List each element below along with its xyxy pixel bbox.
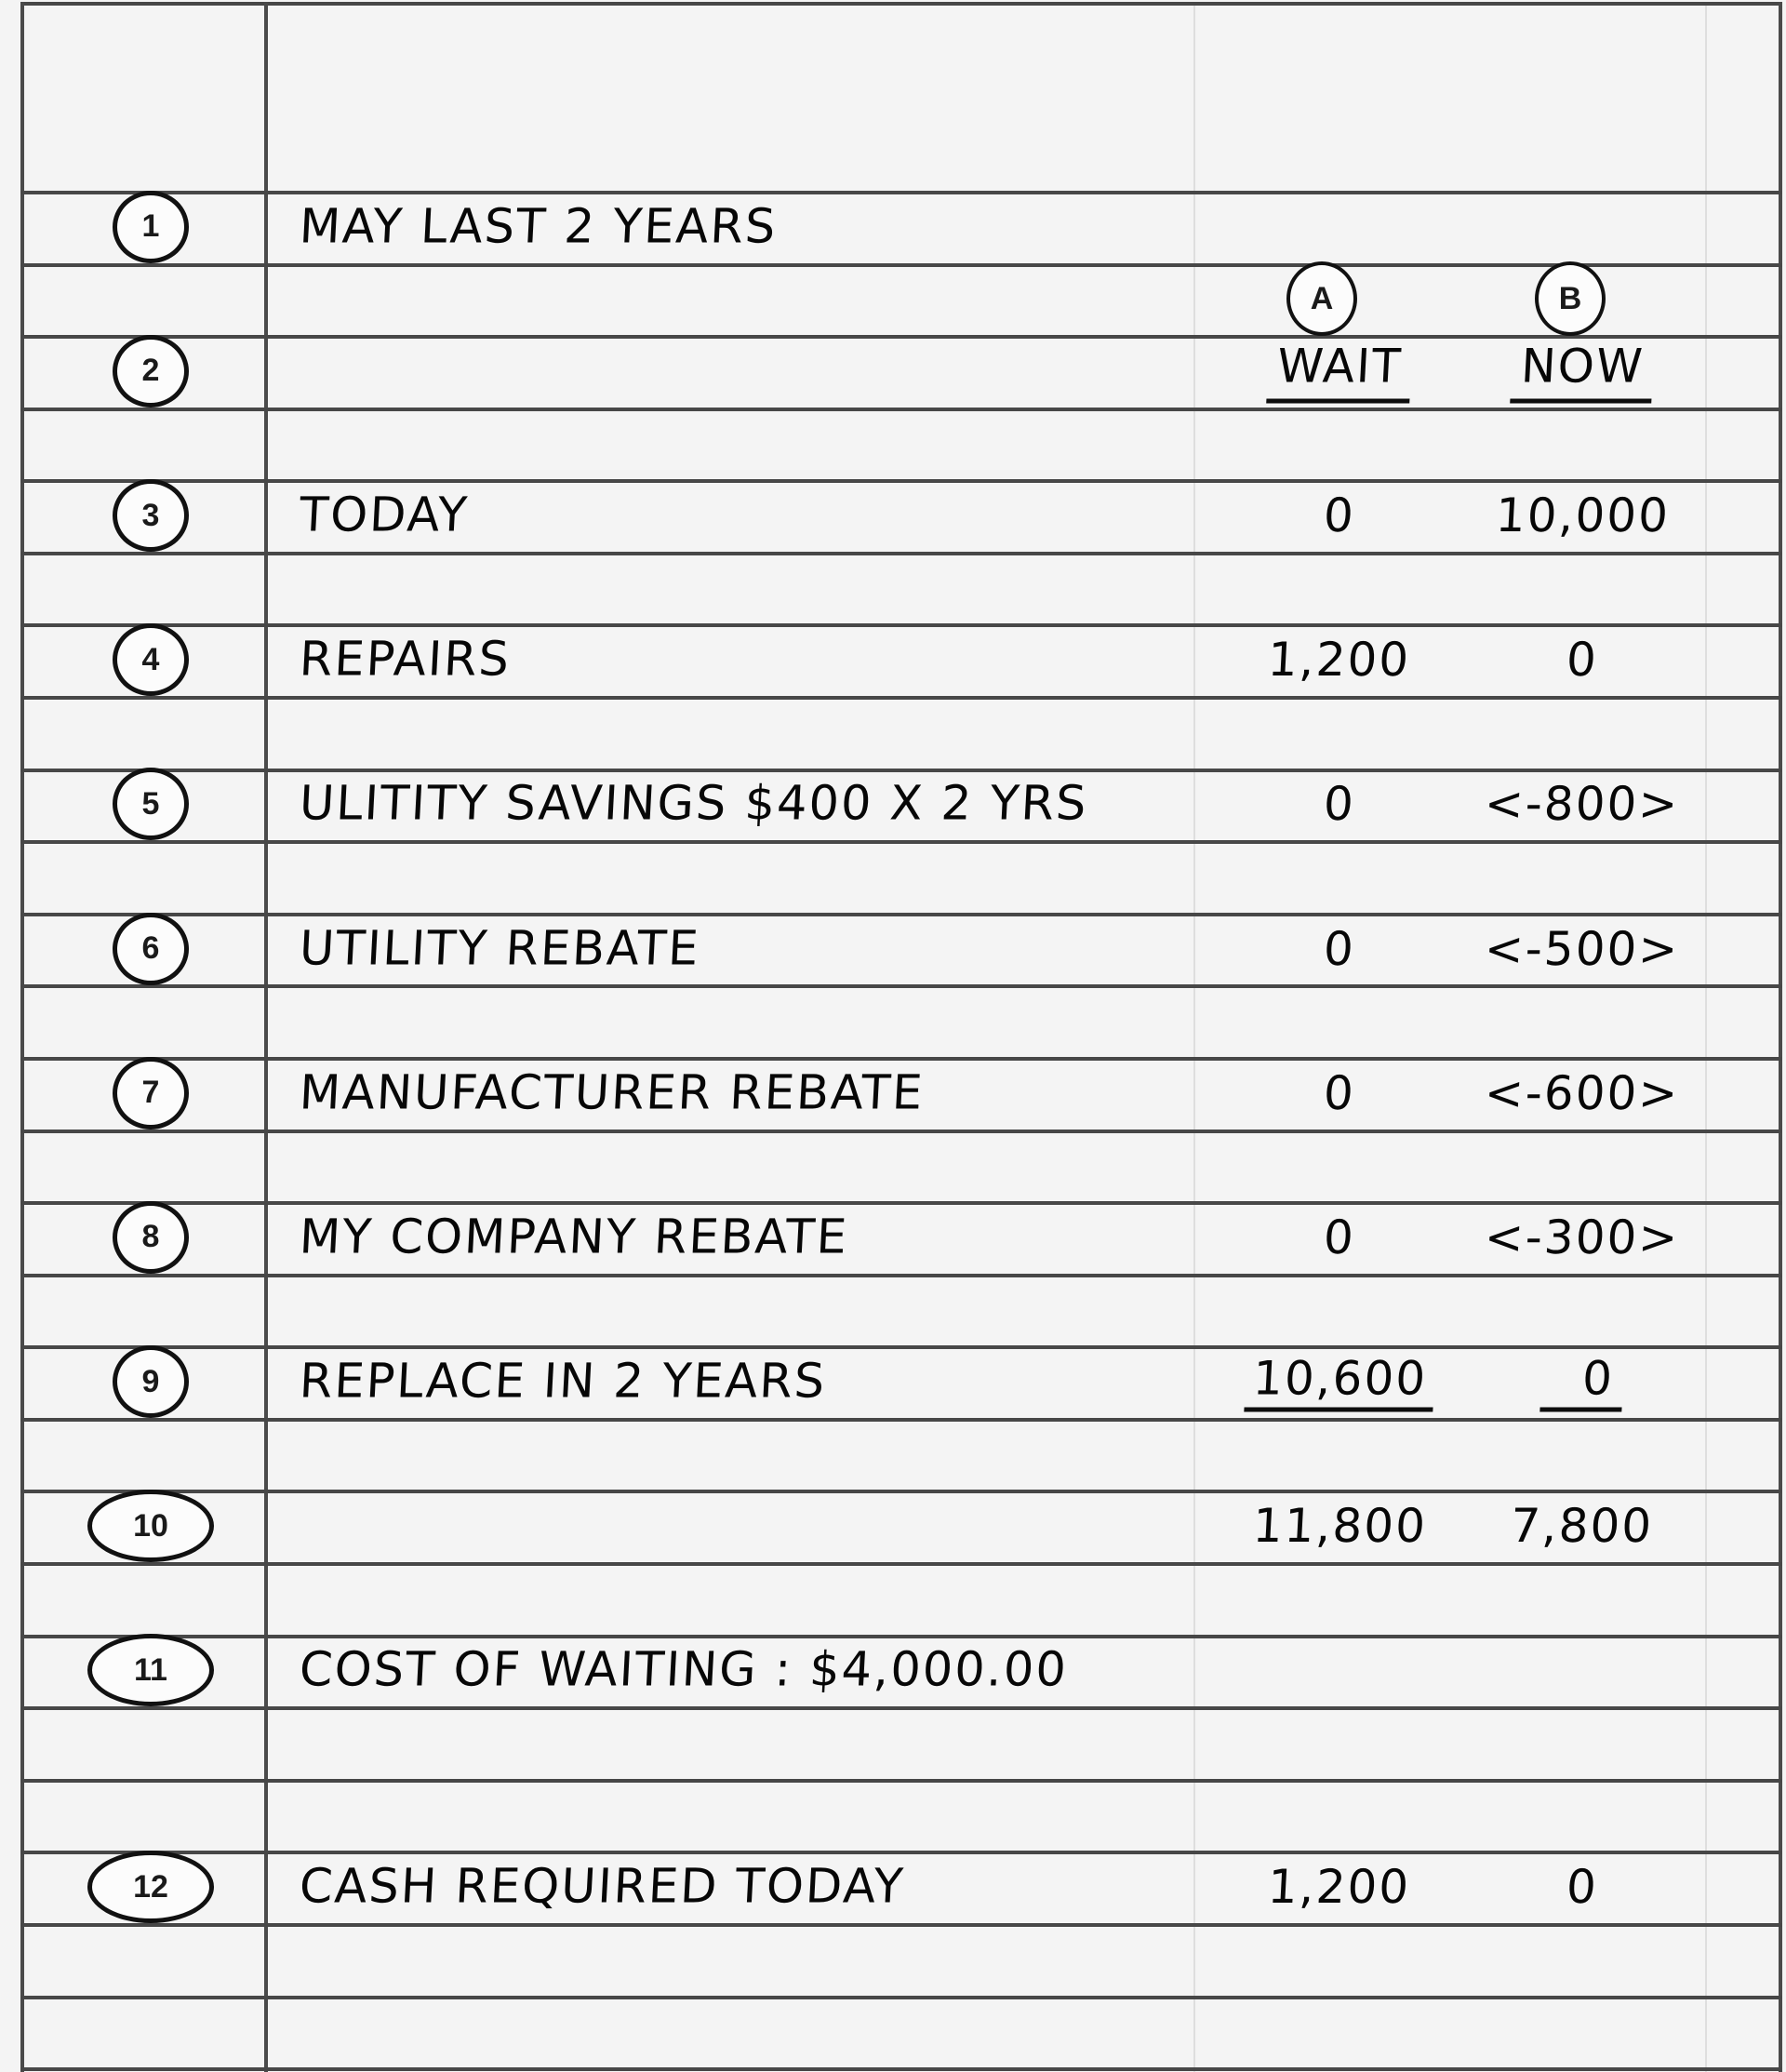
wait-value-text: 1,200 <box>1266 633 1413 688</box>
row-label-text: MANUFACTURER REBATE <box>298 1065 926 1121</box>
now-value-text: 10,000 <box>1493 488 1671 543</box>
wait-value-text: 0 <box>1322 777 1357 832</box>
now-column-header-text: NOW <box>1510 339 1655 403</box>
now-value-text: 0 <box>1565 633 1600 688</box>
row-number-badge: 8 <box>113 1201 189 1274</box>
row-number-badge: 1 <box>113 191 189 263</box>
worksheet-row <box>0 408 1786 480</box>
now-value <box>1460 1210 1704 1264</box>
row-label-text: UTILITY REBATE <box>298 921 701 977</box>
wait-value <box>1195 1066 1484 1120</box>
row-number-badge: 4 <box>113 623 189 696</box>
worksheet-row <box>0 1057 1786 1130</box>
row-label <box>300 777 1087 832</box>
row-number-badge: 7 <box>113 1057 189 1130</box>
wait-value <box>1195 1860 1484 1914</box>
now-value <box>1460 922 1704 976</box>
worksheet-row <box>0 263 1786 336</box>
now-column-header <box>1460 339 1704 403</box>
worksheet-row <box>0 1490 1786 1562</box>
worksheet-row <box>0 1130 1786 1202</box>
row-label <box>300 633 511 688</box>
now-value-text: 7,800 <box>1509 1499 1656 1554</box>
row-number-badge: 9 <box>113 1345 189 1418</box>
worksheet-row <box>0 1996 1786 2068</box>
worksheet-row <box>0 1923 1786 1996</box>
row-number-badge: 6 <box>113 913 189 985</box>
wait-value-text: 1,200 <box>1266 1860 1413 1915</box>
now-value-text: <-500> <box>1483 921 1682 976</box>
now-value-text: 0 <box>1565 1860 1600 1915</box>
worksheet-row <box>0 1274 1786 1346</box>
worksheet-row <box>0 1418 1786 1491</box>
now-value-text: <-300> <box>1483 1210 1682 1264</box>
now-value <box>1460 633 1704 687</box>
row-label <box>300 199 777 254</box>
worksheet-row <box>0 1562 1786 1635</box>
worksheet-row <box>0 623 1786 696</box>
row-label-text: REPAIRS <box>298 632 513 688</box>
worksheet-row <box>0 1706 1786 1779</box>
worksheet-row <box>0 696 1786 769</box>
row-number-badge: 2 <box>113 335 189 408</box>
wait-value <box>1195 1352 1484 1412</box>
wait-value-text: 0 <box>1322 488 1357 543</box>
row-label <box>300 921 700 976</box>
worksheet-row <box>0 840 1786 913</box>
row-label-text: REPLACE IN 2 YEARS <box>298 1354 828 1410</box>
now-value <box>1460 1499 1704 1553</box>
worksheet-row <box>0 769 1786 841</box>
row-label-text: CASH REQUIRED TODAY <box>298 1859 907 1915</box>
row-label-text: COST OF WAITING : $4,000.00 <box>298 1642 1070 1698</box>
wait-column-header <box>1195 339 1484 403</box>
worksheet-row <box>0 552 1786 624</box>
row-number-badge: 3 <box>113 479 189 552</box>
worksheet-row <box>0 2 1786 191</box>
row-label-text: MAY LAST 2 YEARS <box>298 199 779 255</box>
worksheet-row <box>0 1201 1786 1274</box>
wait-value-text: 0 <box>1322 1210 1357 1264</box>
row-label <box>300 1355 826 1410</box>
row-label <box>300 1860 905 1915</box>
row-label-text: ULITITY SAVINGS $400 X 2 YRS <box>298 776 1089 832</box>
row-number-badge: 5 <box>113 768 189 840</box>
row-label <box>300 1065 924 1120</box>
wait-value <box>1195 777 1484 831</box>
row-number-badge: 11 <box>87 1634 214 1706</box>
row-label <box>300 1643 1068 1698</box>
worksheet-row <box>0 984 1786 1057</box>
worksheet-row <box>0 1345 1786 1418</box>
wait-value-text: 10,600 <box>1244 1352 1435 1412</box>
now-value <box>1460 1352 1704 1412</box>
worksheet-row <box>0 335 1786 408</box>
wait-value <box>1195 488 1484 542</box>
now-value <box>1460 1066 1704 1120</box>
wait-value <box>1195 922 1484 976</box>
row-number-badge: 12 <box>87 1851 214 1923</box>
wait-value <box>1195 1499 1484 1553</box>
wait-value-text: 0 <box>1322 921 1357 976</box>
row-label <box>300 1210 848 1264</box>
column-a-badge: A <box>1286 261 1357 336</box>
row-label-text: TODAY <box>298 488 471 543</box>
now-value-text: <-800> <box>1483 777 1682 832</box>
row-label-text: MY COMPANY REBATE <box>298 1210 850 1265</box>
worksheet-row <box>0 191 1786 263</box>
wait-value <box>1195 633 1484 687</box>
worksheet-row <box>0 1779 1786 1851</box>
row-label <box>300 488 469 543</box>
now-value <box>1460 488 1704 542</box>
grid-line-horizontal <box>20 2067 1782 2071</box>
now-value <box>1460 1860 1704 1914</box>
worksheet-row <box>0 479 1786 552</box>
wait-value-text: 0 <box>1322 1065 1357 1120</box>
wait-value <box>1195 1210 1484 1264</box>
worksheet-row <box>0 1635 1786 1707</box>
worksheet-row <box>0 1851 1786 1923</box>
wait-column-header-text: WAIT <box>1266 339 1413 403</box>
wait-value-text: 11,800 <box>1250 1499 1428 1554</box>
now-value-text: 0 <box>1539 1352 1624 1412</box>
now-value-text: <-600> <box>1483 1065 1682 1120</box>
column-b-badge: B <box>1535 261 1606 336</box>
worksheet-row <box>0 913 1786 985</box>
now-value <box>1460 777 1704 831</box>
row-number-badge: 10 <box>87 1490 214 1562</box>
